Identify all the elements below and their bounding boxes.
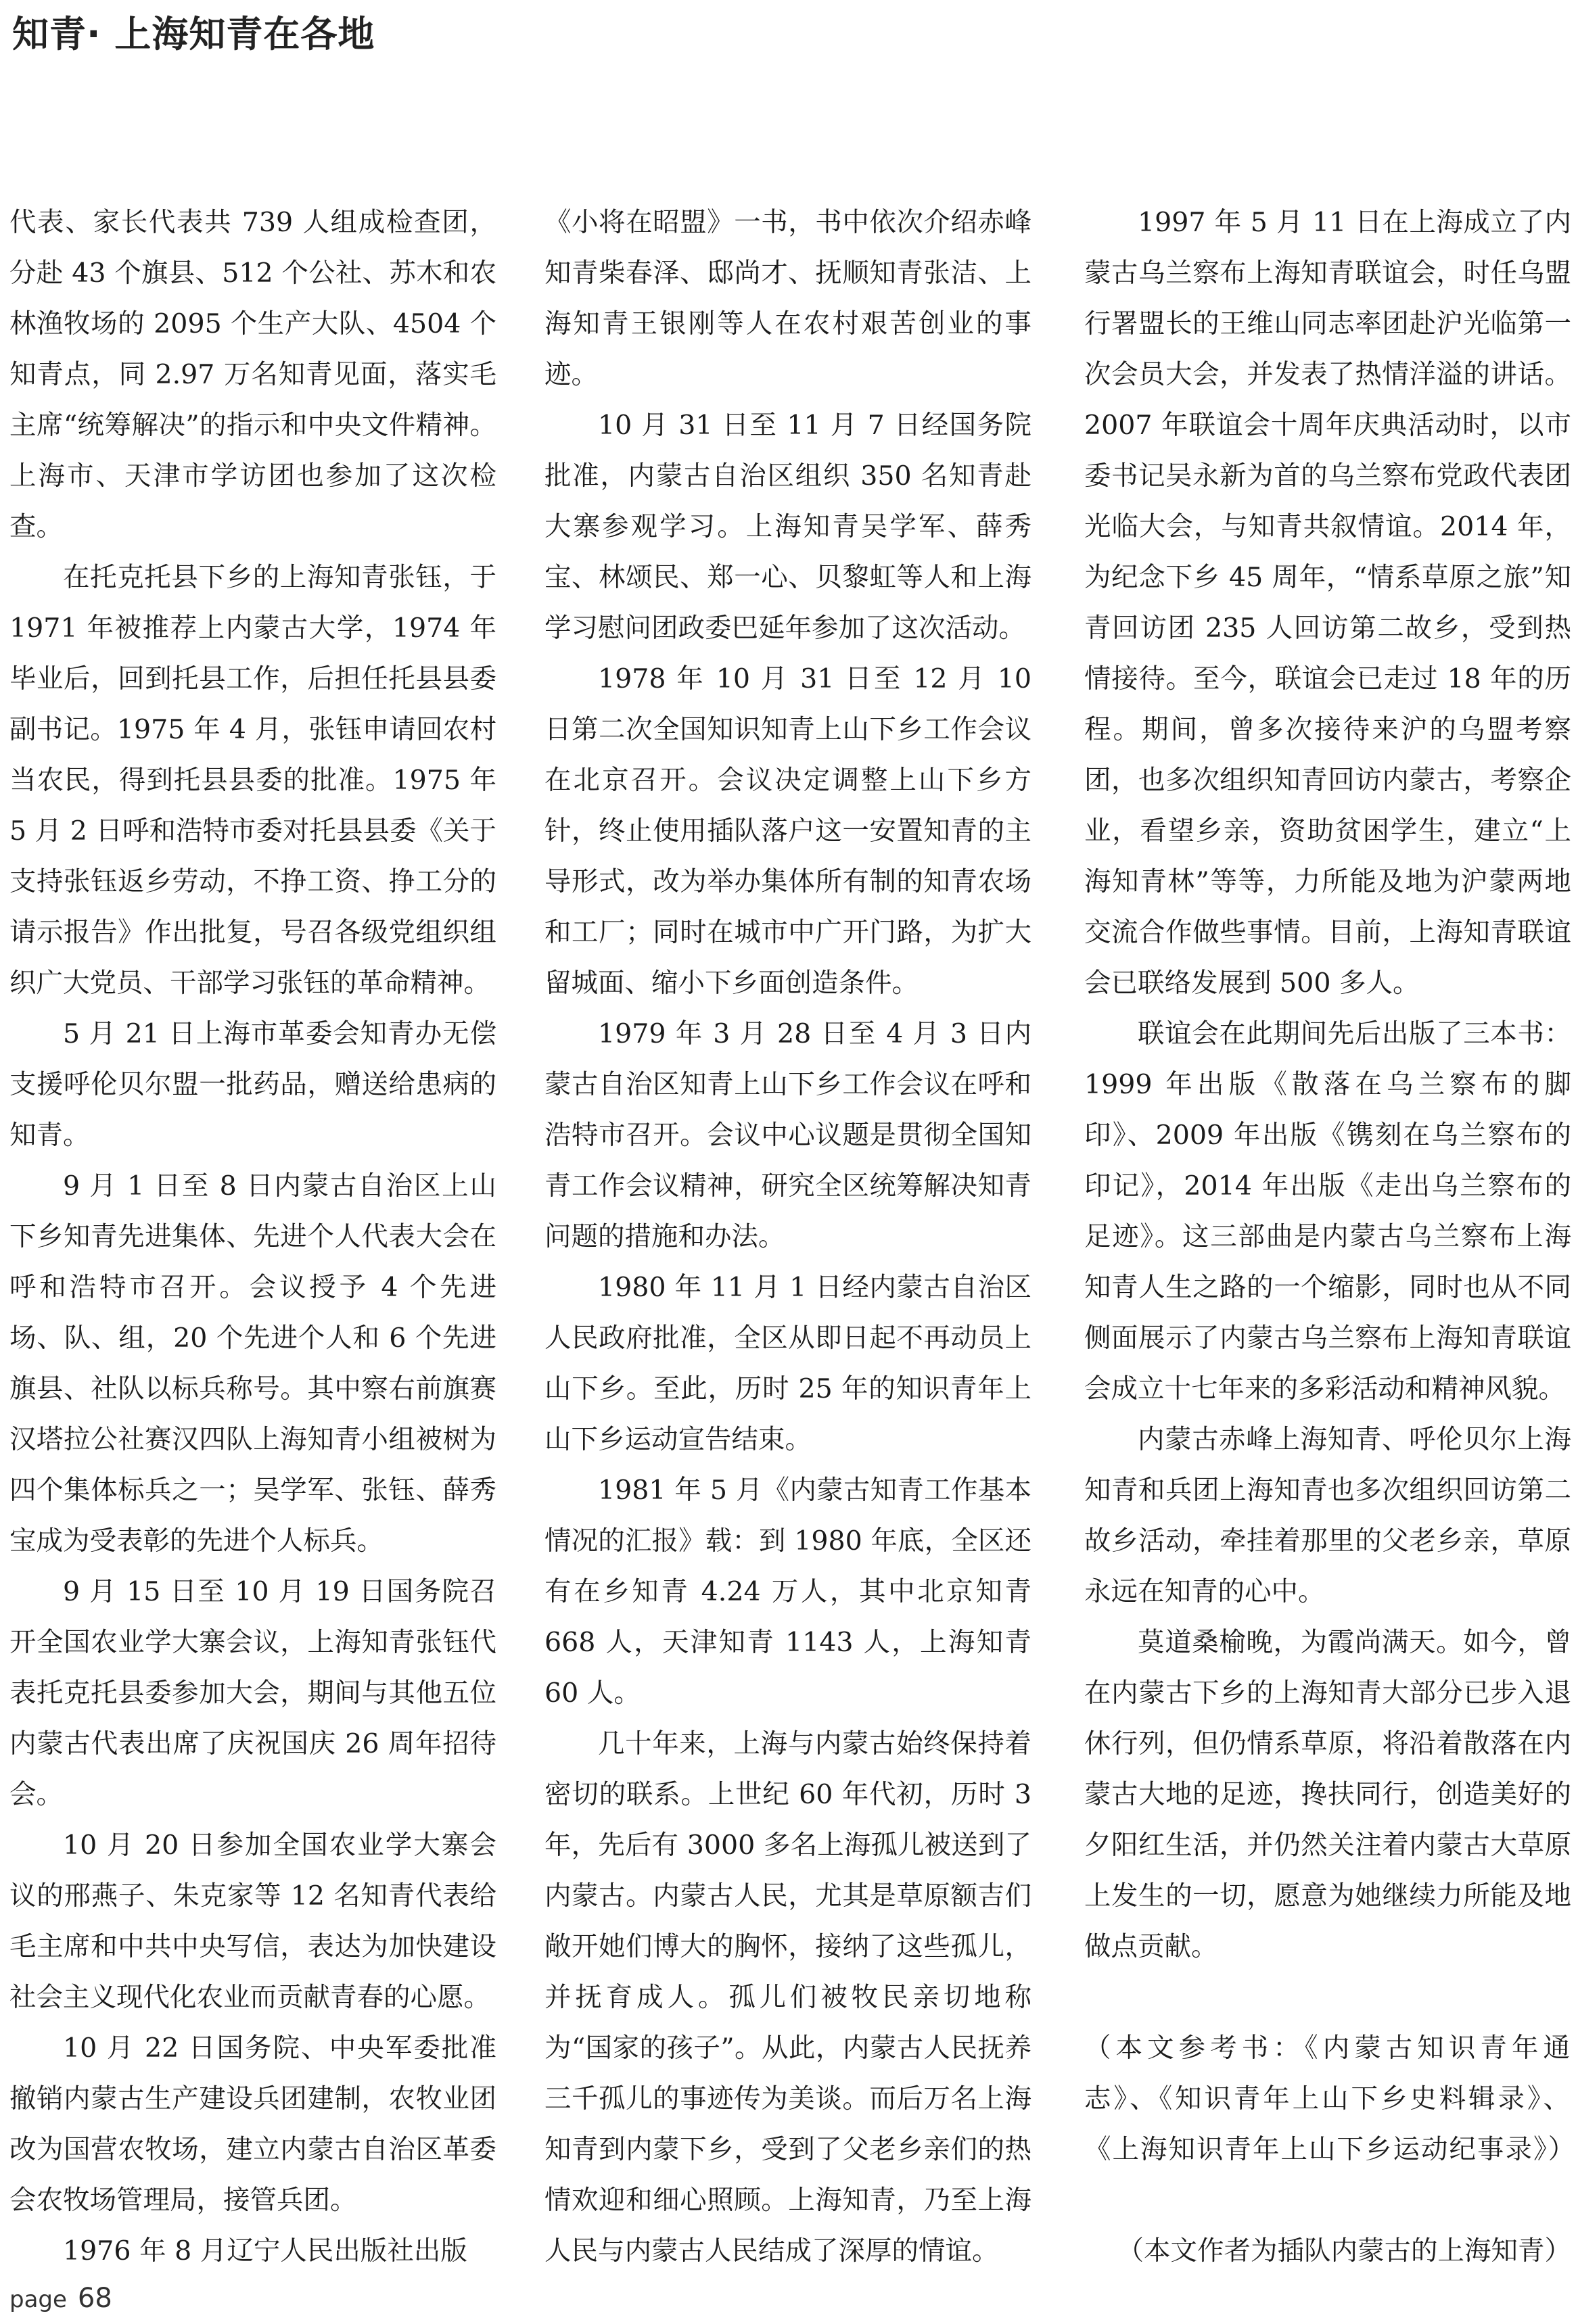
paragraph: 在托克托县下乡的上海知青张钰，于 1971 年被推荐上内蒙古大学，1974 年毕业后，回到托县工作，后担任托县县委副书记。1975 年 4 月，张钰申请回农村当农民，得到托县县委的批准。1975 年 5 月 2 日呼和浩特市委对托县县委《关于支持张钰返乡劳动，不挣工资、挣工分的请示报告》作出批复，号召各级党组织组织广大党员、干部学习张钰的革命精神。 bbox=[9, 562, 496, 999]
author-byline: （本文作者为插队内蒙古的上海知青） bbox=[1117, 2235, 1571, 2267]
references-line: 志》、《知识青年上山下乡史料辑录》、 bbox=[1084, 2083, 1571, 2114]
paragraph: 1997 年 5 月 11 日在上海成立了内蒙古乌兰察布上海知青联谊会，时任乌盟行署盟长的王维山同志率团赴沪光临第一次会员大会，并发表了热情洋溢的讲话。2007 年联谊会十周年庆典活动时，以市委书记吴永新为首的乌兰察布党政代表团光临大会，与知青共叙情谊。2014 年，为纪念下乡 45 周年，“情系草原之旅”知青回访团 235 人回访第二故乡，受到热情接待。至今，联谊会已走过 18 年的历程。期间，曾多次接待来沪的乌盟考察团，也多次组织知青回访内蒙古，考察企业，看望乡亲，资助贫困学生，建立“上海知青林”等等，力所能及地为沪蒙两地交流合作做些事情。目前，上海知青联谊会已联络发展到 500 多人。 bbox=[1084, 207, 1571, 999]
paragraph: 5 月 21 日上海市革委会知青办无偿支援呼伦贝尔盟一批药品，赠送给患病的知青。 bbox=[9, 1018, 496, 1151]
section-header: 知青· 上海知青在各地 bbox=[12, 13, 375, 55]
paragraph: 10 月 20 日参加全国农业学大寨会议的邢燕子、朱克家等 12 名知青代表给毛主席和中共中央写信，表达为加快建设社会主义现代化农业而贡献青春的心愿。 bbox=[9, 1830, 496, 2013]
text-column-3 bbox=[1084, 197, 1577, 2277]
text-column-1 bbox=[9, 197, 496, 2277]
paragraph: 10 月 22 日国务院、中央军委批准撤销内蒙古生产建设兵团建制，农牧业团改为国营农牧场，建立内蒙古自治区革委会农牧场管理局，接管兵团。 bbox=[9, 2033, 496, 2216]
paragraph: 1976 年 8 月辽宁人民出版社出版 bbox=[63, 2235, 467, 2267]
references-line: （本文参考书：《内蒙古知识青年通 bbox=[1084, 2033, 1571, 2064]
paragraph: 10 月 31 日至 11 月 7 日经国务院批准，内蒙古自治区组织 350 名知青赴大寨参观学习。上海知青吴学军、薛秀宝、林颂民、郑一心、贝黎虹等人和上海学习慰问团政委巴延年参加了这次活动。 bbox=[544, 410, 1031, 644]
paragraph: 《小将在昭盟》一书，书中依次介绍赤峰知青柴春泽、邸尚才、抚顺知青张洁、上海知青王银刚等人在农村艰苦创业的事迹。 bbox=[544, 207, 1031, 390]
paragraph: 1981 年 5 月《内蒙古知青工作基本情况的汇报》载：到 1980 年底，全区还有在乡知青 4.24 万人，其中北京知青 668 人，天津知青 1143 人，上海知青 60 人。 bbox=[544, 1475, 1031, 1709]
paragraph: 代表、家长代表共 739 人组成检查团，分赴 43 个旗县、512 个公社、苏木和农林渔牧场的 2095 个生产大队、4504 个知青点，同 2.97 万名知青见面，落实毛主席“统筹解决”的指示和中央文件精神。上海市、天津市学访团也参加了这次检查。 bbox=[9, 207, 496, 542]
paragraph: 联谊会在此期间先后出版了三本书： 1999 年出版《散落在乌兰察布的脚印》、2009 年出版《镌刻在乌兰察布的印记》，2014 年出版《走出乌兰察布的足迹》。这三部曲是内蒙古乌兰察布上海知青人生之路的一个缩影，同时也从不同侧面展示了内蒙古乌兰察布上海知青联谊会成立十七年来的多彩活动和精神风貌。 bbox=[1084, 1018, 1571, 1404]
page-footer bbox=[9, 2283, 112, 2314]
paragraph: 1979 年 3 月 28 日至 4 月 3 日内蒙古自治区知青上山下乡工作会议在呼和浩特市召开。会议中心议题是贯彻全国知青工作会议精神，研究全区统筹解决知青问题的措施和办法。 bbox=[544, 1018, 1031, 1252]
text-column-2 bbox=[544, 197, 1031, 2277]
paragraph: 几十年来，上海与内蒙古始终保持着密切的联系。上世纪 60 年代初，历时 3 年，先后有 3000 多名上海孤儿被送到了内蒙古。内蒙古人民，尤其是草原额吉们敞开她们博大的胸怀，接纳了这些孤儿，并抚育成人。孤儿们被牧民亲切地称为“国家的孩子”。从此，内蒙古人民抚养三千孤儿的事迹传为美谈。而后万名上海知青到内蒙下乡，受到了父老乡亲们的热情欢迎和细心照顾。上海知青，乃至上海人民与内蒙古人民结成了深厚的情谊。 bbox=[544, 1728, 1031, 2267]
page-number: 68 bbox=[77, 2283, 112, 2314]
paragraph: 9 月 15 日至 10 月 19 日国务院召开全国农业学大寨会议，上海知青张钰代表托克托县委参加大会，期间与其他五位内蒙古代表出席了庆祝国庆 26 周年招待会。 bbox=[9, 1576, 496, 1810]
references-line: 《上海知识青年上山下乡运动纪事录》） bbox=[1084, 2134, 1577, 2165]
paragraph: 1978 年 10 月 31 日至 12 月 10 日第二次全国知识知青上山下乡工作会议在北京召开。会议决定调整上山下乡方针，终止使用插队落户这一安置知青的主导形式，改为举办集体所有制的知青农场和工厂；同时在城市中广开门路，为扩大留城面、缩小下乡面创造条件。 bbox=[544, 663, 1031, 999]
page-label: page bbox=[9, 2286, 67, 2313]
paragraph: 内蒙古赤峰上海知青、呼伦贝尔上海知青和兵团上海知青也多次组织回访第二故乡活动，牵挂着那里的父老乡亲，草原永远在知青的心中。 bbox=[1084, 1424, 1571, 1607]
references-note bbox=[1084, 2023, 1577, 2175]
paragraph: 9 月 1 日至 8 日内蒙古自治区上山下乡知青先进集体、先进个人代表大会在呼和浩特市召开。会议授予 4 个先进场、队、组，20 个先进个人和 6 个先进旗县、社队以标兵称号。其中察右前旗赛汉塔拉公社赛汉四队上海知青小组被树为四个集体标兵之一；吴学军、张钰、薛秀宝成为受表彰的先进个人标兵。 bbox=[9, 1170, 496, 1557]
paragraph: 1980 年 11 月 1 日经内蒙古自治区人民政府批准，全区从即日起不再动员上山下乡。至此，历时 25 年的知识青年上山下乡运动宣告结束。 bbox=[544, 1272, 1031, 1455]
paragraph: 莫道桑榆晚，为霞尚满天。如今，曾在内蒙古下乡的上海知青大部分已步入退休行列，但仍情系草原，将沿着散落在内蒙古大地的足迹，搀扶同行，创造美好的夕阳红生活，并仍然关注着内蒙古大草原上发生的一切，愿意为她继续力所能及地做点贡献。 bbox=[1084, 1627, 1571, 1962]
